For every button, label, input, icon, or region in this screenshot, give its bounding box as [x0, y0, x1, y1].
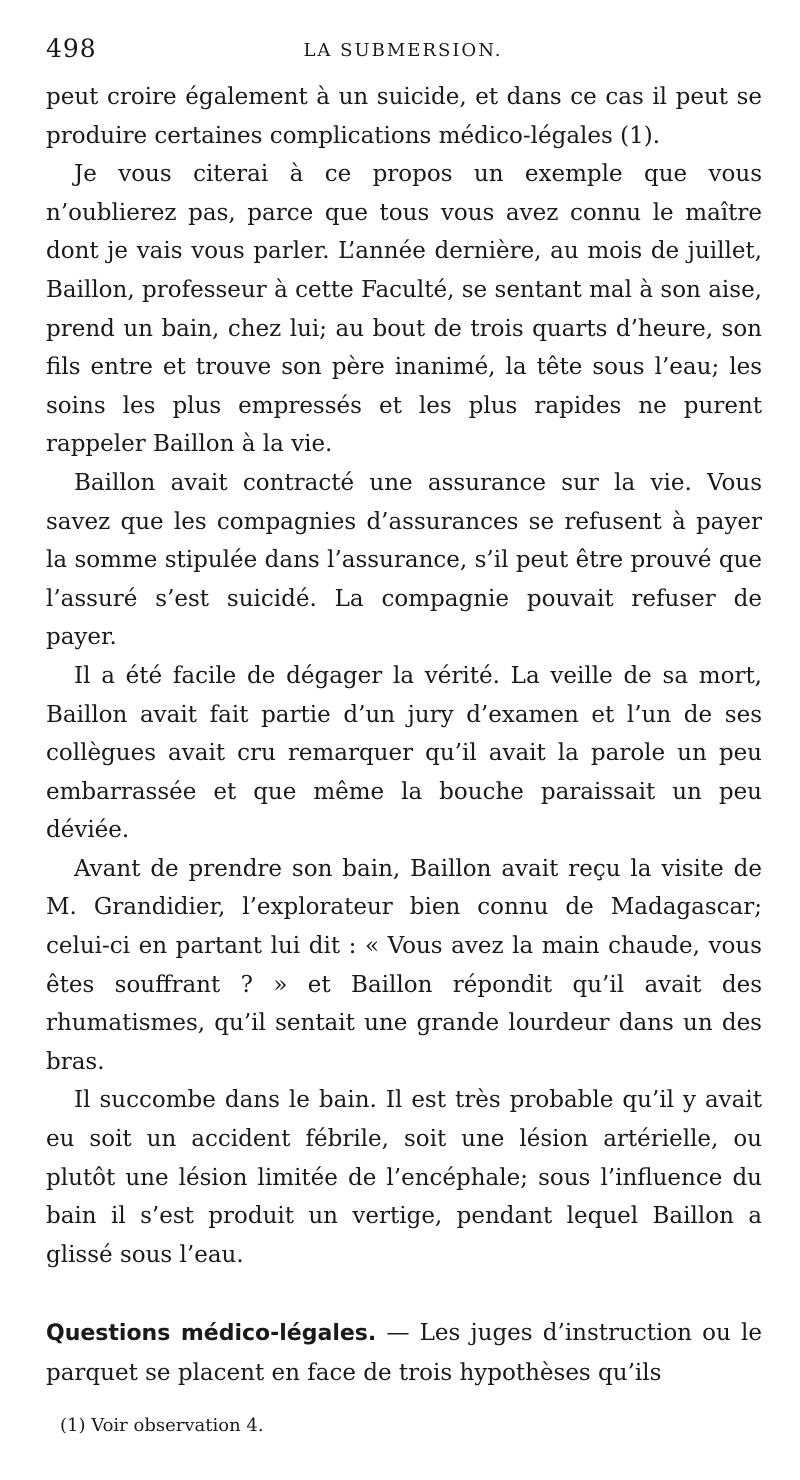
body-text — [46, 78, 762, 1393]
page-header — [46, 34, 760, 68]
section-text: — Les juges d’instruction ou le parquet se placent en face de trois hypothèses qu’ils — [46, 1320, 763, 1386]
page-number: 498 — [46, 34, 97, 63]
footnote: (1) Voir observation 4. — [60, 1415, 264, 1436]
paragraph: peut croire également à un suicide, et dans ce cas il peut se produire certaines complications médico-légales (1). — [46, 84, 762, 149]
paragraph: Il a été facile de dégager la vérité. La veille de sa mort, Baillon avait fait partie d’un jury d’examen et l’un de ses collègues avait cru remarquer qu’il avait la parole un peu embarrassée et que même la bouche paraissait un peu déviée. — [46, 662, 762, 844]
running-title: LA SUBMERSION. — [303, 40, 503, 61]
section-paragraph — [46, 1314, 762, 1392]
paragraph: Baillon avait contracté une assurance sur la vie. Vous savez que les compagnies d’assurances se refusent à payer la somme stipulée dans l’assurance, s’il peut être prouvé que l’assuré s’est suicidé. La compagnie pouvait refuser de payer. — [46, 469, 762, 651]
paragraph: Il succombe dans le bain. Il est très probable qu’il y avait eu soit un accident fébrile, soit une lésion artérielle, ou plutôt une lésion limitée de l’encéphale; sous l’influence du bain il s’est produit un vertige, pendant lequel Baillon a glissé sous l’eau. — [46, 1087, 762, 1268]
paragraph: Je vous citerai à ce propos un exemple que vous n’oublierez pas, parce que tous vous avez connu le maître dont je vais vous parler. L’année dernière, au mois de juillet, Baillon, professeur à cette Faculté, se sentant mal à son aise, prend un bain, chez lui; au bout de trois quarts d’heure, son fils entre et trouve son père inanimé, la tête sous l’eau; les soins les plus empressés et les plus rapides ne purent rappeler Baillon à la vie. — [46, 161, 762, 458]
section-heading: Questions médico-légales. — [46, 1321, 377, 1347]
paragraph: Avant de prendre son bain, Baillon avait reçu la visite de M. Grandidier, l’explorateur bien connu de Madagascar; celui-ci en partant lui dit : « Vous avez la main chaude, vous êtes souffrant ? » et Baillon répondit qu’il avait des rhumatismes, qu’il sentait une grande lourdeur dans un des bras. — [46, 855, 762, 1075]
